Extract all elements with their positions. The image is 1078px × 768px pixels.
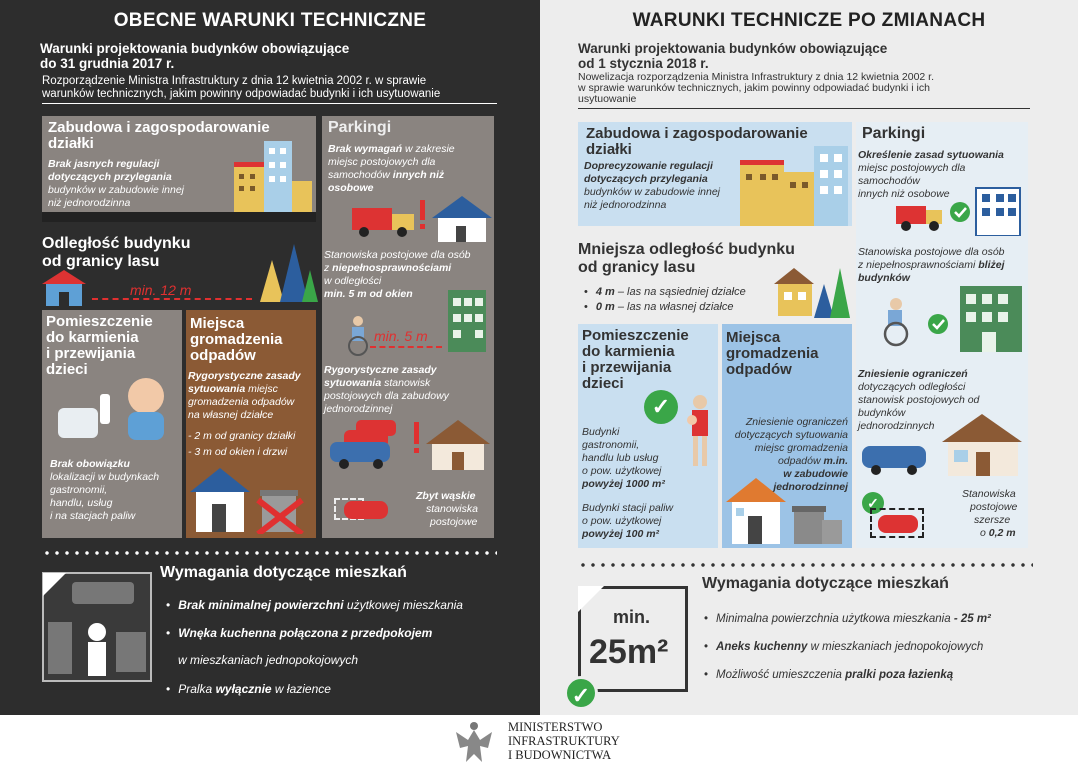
- left-las-dist-line: [92, 298, 252, 300]
- right-panel: [540, 0, 1078, 715]
- left-parkingi-p2-4bold: min. 5 m od okien: [324, 288, 413, 300]
- right-karmienie-t8-bold: powyżej 100 m²: [582, 528, 660, 540]
- left-dotted-separator: [42, 551, 497, 555]
- ministry-line-3: I BUDOWNICTWA: [508, 748, 612, 762]
- left-karmienie-text-3: handlu, usług: [50, 497, 113, 509]
- red-car-icon: [344, 501, 388, 519]
- left-karmienie-heading-4: dzieci: [46, 361, 88, 378]
- right-las-heading-2: od granicy lasu: [578, 259, 696, 276]
- right-parkingi-check-icon: ✓: [862, 492, 884, 514]
- truck-apartment-icon: [896, 184, 1026, 236]
- right-parkingi-box: [856, 122, 1028, 548]
- left-parkingi-p4-1bold: Zbyt wąskie: [416, 490, 476, 502]
- right-mieszkania-heading: Wymagania dotyczące mieszkań: [702, 575, 949, 592]
- left-zabudowa-bold-2: dotyczących przylegania: [48, 171, 172, 183]
- left-zabudowa-bold-1: Brak jasnych regulacji: [48, 158, 160, 170]
- mother-baby-icon: [686, 394, 714, 470]
- baby-diaper-icon: [54, 372, 174, 452]
- left-parkingi-p3-1bold: Rygorystyczne zasady: [324, 364, 437, 376]
- right-odpady-heading-3: odpadów: [726, 361, 792, 378]
- right-dotted-separator: [578, 563, 1033, 567]
- eagle-emblem-icon: [450, 718, 498, 766]
- left-mieszkania-b3-a: Pralka: [178, 682, 216, 696]
- min-area-box: [578, 586, 688, 692]
- left-mieszkania-b3-rest: w łazience: [271, 682, 331, 696]
- ministry-line-2: INFRASTRUKTURY: [508, 734, 620, 748]
- left-zabudowa-box: [42, 116, 316, 220]
- left-parkingi-dist-line: [370, 346, 442, 348]
- right-parkingi-p4-3: szersze: [974, 514, 1011, 526]
- left-karmienie-text-2: gastronomii,: [50, 484, 108, 496]
- right-odpady-t1: Zniesienie ograniczeń: [745, 416, 848, 428]
- right-karmienie-heading-3: i przewijania: [582, 359, 672, 376]
- right-zabudowa-heading-1: Zabudowa i zagospodarowanie: [586, 125, 808, 142]
- left-odpady-item-2: - 3 m od okien i drzwi: [188, 446, 288, 458]
- right-las-heading-1: Mniejsza odległość budynku: [578, 241, 795, 258]
- left-parkingi-l1-rest: w zakresie: [402, 143, 455, 155]
- right-mieszkania-b1-a: Minimalna powierzchnia użytkowa mieszkania: [716, 613, 954, 625]
- car-house-icon: [860, 412, 1026, 478]
- right-parkingi-p2-1: Stanowiska postojowe dla osób: [858, 246, 1005, 258]
- right-mieszkania-b1-bold: - 25 m²: [953, 613, 991, 625]
- right-regulation-line-2: w sprawie warunków technicznych, jakim powinny odpowiadać budynki i ich: [578, 82, 930, 94]
- right-mieszkania-b3-a: Możliwość umieszczenia: [716, 669, 846, 681]
- right-karmienie-t3: handlu lub usług: [582, 452, 659, 464]
- right-parkingi-p4-2: postojowe: [970, 501, 1018, 513]
- left-mieszkania-b3-bold: wyłącznie: [215, 682, 272, 696]
- right-mieszkania-b2-rest: w mieszkaniach jednopokojowych: [807, 641, 984, 653]
- left-mieszkania-b1-rest: użytkowej mieszkania: [343, 598, 463, 612]
- left-odpady-text-4: na własnej działce: [188, 409, 274, 421]
- right-parkingi-p4-4a: o: [980, 527, 989, 539]
- left-parkingi-l1-bold: Brak wymagań: [328, 143, 403, 155]
- house-forest-icon: [770, 262, 852, 318]
- right-subtitle-line-2: od 1 stycznia 2018 r.: [578, 56, 709, 71]
- right-odpady-t6bold: jednorodzinnej: [773, 481, 848, 493]
- min-area-value: 25m²: [589, 633, 669, 671]
- right-odpady-t4a: odpadów: [777, 455, 824, 467]
- left-parkingi-l2: miejsc postojowych dla: [328, 156, 436, 168]
- left-parkingi-p3-2bold: sytuowania: [324, 377, 382, 389]
- right-karmienie-t2: gastronomii,: [582, 439, 640, 451]
- left-parkingi-p3-4: jednorodzinnej: [324, 403, 393, 415]
- left-parkingi-p2-3: w odległości: [324, 275, 382, 287]
- house-trash-bin-icon: [726, 476, 848, 546]
- right-zabudowa-box: [578, 122, 852, 226]
- right-parkingi-p3-2: dotyczących odległości: [858, 381, 966, 393]
- right-odpady-heading-1: Miejsca: [726, 329, 781, 346]
- right-parkingi-l2: miejsc postojowych dla: [858, 162, 966, 174]
- left-subtitle-line-1: Warunki projektowania budynków obowiązujące: [40, 41, 350, 56]
- right-odpady-t2: dotyczących sytuowania: [734, 429, 848, 441]
- right-zabudowa-bold-2: dotyczących przylegania: [584, 173, 708, 185]
- forest-trees-icon: [250, 240, 318, 302]
- right-parkingi-p2-2bold: bliżej: [978, 259, 1005, 271]
- red-car-icon: [878, 515, 918, 533]
- wheelchair-apartment-icon: [876, 282, 1026, 354]
- left-karmienie-box: [42, 310, 182, 538]
- right-mieszkania-b3-bold: pralki poza łazienką: [845, 669, 954, 681]
- right-karmienie-box: [578, 324, 718, 548]
- right-parkingi-p3-5: jednorodzinnych: [858, 420, 935, 432]
- right-odpady-t3: miejsc gromadzenia: [754, 442, 848, 454]
- left-regulation-line-1: Rozporządzenie Ministra Infrastruktury z dnia 12 kwietnia 2002 r. w sprawie: [42, 75, 427, 87]
- cars-house-icon: [326, 416, 494, 472]
- left-parkingi-p4-3: postojowe: [430, 516, 478, 528]
- left-subtitle-line-2: do 31 grudnia 2017 r.: [40, 56, 175, 71]
- left-zabudowa-text-2: niż jednorodzinna: [48, 197, 131, 209]
- right-mieszkania-check-icon: ✓: [564, 676, 598, 710]
- left-parkingi-p3-3: postojowych dla zabudowy: [324, 390, 449, 402]
- left-odpady-text-3: gromadzenia odpadów: [188, 396, 295, 408]
- road-icon: [42, 212, 316, 222]
- right-parkingi-p3-4: budynków: [858, 407, 906, 419]
- left-parkingi-heading: Parkingi: [328, 119, 392, 136]
- left-parkingi-box: [322, 116, 494, 538]
- left-mieszkania-b2-bold: Wnęka kuchenna połączona z przedpokojem: [178, 626, 433, 640]
- right-las-item-1-rest: – las na sąsiedniej działce: [614, 286, 746, 298]
- right-parkingi-l3: samochodów: [858, 175, 920, 187]
- right-karmienie-t6: Budynki stacji paliw: [582, 502, 674, 514]
- left-parkingi-l3-bold: innych niż: [392, 169, 445, 181]
- left-las-heading-2: od granicy lasu: [42, 253, 160, 270]
- left-odpady-bold-2: sytuowania: [188, 383, 246, 395]
- left-odpady-item-1: - 2 m od granicy działki: [188, 430, 296, 442]
- right-odpady-t5bold: w zabudowie: [783, 468, 848, 480]
- right-parkingi-p2-2a: z niepełnosprawnościami: [858, 259, 979, 271]
- left-karmienie-text-4: i na stacjach paliw: [50, 510, 136, 522]
- left-karmienie-text-1: lokalizacji w budynkach: [50, 471, 160, 483]
- min-area-corner: [578, 586, 604, 612]
- right-zabudowa-text-2: niż jednorodzinna: [584, 199, 667, 211]
- left-odpady-rest-2: miejsc: [245, 383, 278, 395]
- right-karmienie-t5-bold: powyżej 1000 m²: [582, 478, 665, 490]
- right-parkingi-p4-4bold: 0,2 m: [988, 527, 1016, 539]
- right-karmienie-heading-1: Pomieszczenie: [582, 327, 689, 344]
- right-parkingi-p3-3: stanowisk postojowych od: [858, 394, 980, 406]
- left-karmienie-bold-1: Brak obowiązku: [50, 458, 130, 470]
- right-karmienie-heading-2: do karmienia: [582, 343, 675, 360]
- right-las-item-2-rest: – las na własnej działce: [614, 301, 734, 313]
- left-zabudowa-heading-1: Zabudowa i zagospodarowanie: [48, 119, 270, 136]
- left-zabudowa-text-1: budynków w zabudowie innej: [48, 184, 185, 196]
- right-odpady-t4bold: m.in.: [823, 455, 848, 467]
- left-odpady-bold-1: Rygorystyczne zasady: [188, 370, 301, 382]
- right-zabudowa-text-1: budynków w zabudowie innej: [584, 186, 721, 198]
- right-regulation-line-3: usytuowanie: [578, 93, 637, 105]
- left-parkingi-l3-a: samochodów: [328, 169, 393, 181]
- left-odpady-heading-1: Miejsca: [190, 315, 245, 332]
- right-las-item-1-bold: 4 m: [595, 286, 615, 298]
- left-parkingi-p4-2: stanowiska: [426, 503, 478, 515]
- left-parkingi-dist-label: min. 5 m: [374, 328, 428, 344]
- min-area-min-label: min.: [613, 607, 651, 627]
- right-parkingi-l1-bold: Określenie zasad sytuowania: [858, 149, 1004, 161]
- left-karmienie-heading-3: i przewijania: [46, 345, 136, 362]
- right-parkingi-l4: innych niż osobowe: [858, 188, 950, 200]
- left-mieszkania-b2-cont: w mieszkaniach jednopokojowych: [178, 653, 359, 667]
- left-parkingi-p2-2a: z: [324, 262, 333, 274]
- truck-house-icon: [352, 188, 492, 244]
- right-odpady-box: [722, 324, 852, 548]
- left-odpady-heading-2: gromadzenia: [190, 331, 283, 348]
- left-panel: [0, 0, 540, 715]
- right-subtitle-line-1: Warunki projektowania budynków obowiązujące: [578, 41, 888, 56]
- right-odpady-heading-2: gromadzenia: [726, 345, 819, 362]
- left-title: OBECNE WARUNKI TECHNICZNE: [113, 10, 427, 31]
- right-parkingi-p4-1: Stanowiska: [962, 488, 1016, 500]
- right-las-item-2-bold: 0 m: [595, 301, 615, 313]
- city-buildings-adjacent-icon: [738, 142, 850, 226]
- left-parkingi-p2-2bold: niepełnosprawnościami: [332, 262, 452, 274]
- right-title: WARUNKI TECHNICZE PO ZMIANACH: [632, 10, 986, 31]
- left-las-dist-label: min. 12 m: [130, 282, 192, 298]
- city-buildings-icon: [224, 136, 316, 220]
- right-divider: [578, 108, 1030, 109]
- right-parkingi-p2-3bold: budynków: [858, 272, 910, 284]
- left-mieszkania-b1-bold: Brak minimalnej powierzchni: [178, 598, 344, 612]
- right-zabudowa-heading-2: działki: [586, 141, 632, 158]
- apartment-room-icon: [42, 572, 152, 682]
- footer: [0, 715, 1078, 768]
- left-divider: [42, 103, 497, 104]
- left-las-heading-1: Odległość budynku: [42, 235, 191, 252]
- left-odpady-box: [186, 310, 316, 538]
- small-house-icon: [42, 270, 86, 306]
- right-zabudowa-bold-1: Doprecyzowanie regulacji: [584, 160, 713, 172]
- right-karmienie-t7: o pow. użytkowej: [582, 515, 662, 527]
- left-karmienie-heading-2: do karmienia: [46, 329, 139, 346]
- apartment-block-icon: [446, 288, 488, 352]
- left-parkingi-l4-bold: osobowe: [328, 182, 374, 194]
- right-parkingi-p3-1bold: Zniesienie ograniczeń: [858, 368, 968, 380]
- right-regulation-line-1: Nowelizacja rozporządzenia Ministra Infrastruktury z dnia 12 kwietnia 2002 r.: [578, 71, 935, 83]
- ministry-line-1: MINISTERSTWO: [508, 720, 603, 734]
- left-karmienie-heading-1: Pomieszczenie: [46, 313, 153, 330]
- right-mieszkania-b2-bold: Aneks kuchenny: [716, 641, 808, 653]
- right-karmienie-heading-4: dzieci: [582, 375, 624, 392]
- left-mieszkania-heading: Wymagania dotyczące mieszkań: [160, 564, 407, 581]
- right-parkingi-heading: Parkingi: [862, 125, 926, 142]
- house-trash-icon: [190, 466, 312, 534]
- left-zabudowa-heading-2: działki: [48, 135, 94, 152]
- right-karmienie-t1: Budynki: [582, 426, 620, 438]
- left-parkingi-p3-2rest: stanowisk: [381, 377, 431, 389]
- right-karmienie-check-icon: ✓: [644, 390, 678, 424]
- left-parkingi-p2-1: Stanowiska postojowe dla osób: [324, 249, 471, 261]
- left-odpady-heading-3: odpadów: [190, 347, 256, 364]
- right-karmienie-t4: o pow. użytkowej: [582, 465, 662, 477]
- left-regulation-line-2: warunków technicznych, jakim powinny odpowiadać budynki i ich usytuowanie: [42, 88, 441, 100]
